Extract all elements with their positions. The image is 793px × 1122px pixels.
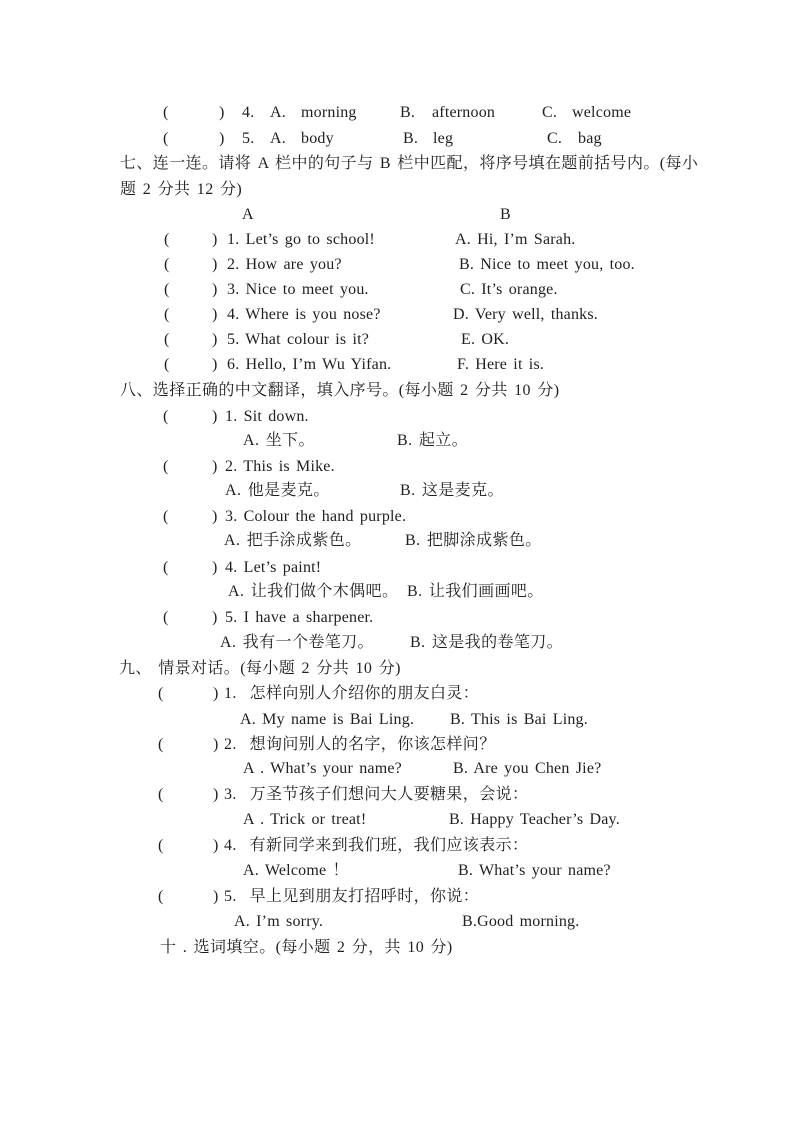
answer-bracket-close: ) <box>213 736 219 753</box>
match-left-sentence: 1. Let’s go to school! <box>227 231 375 248</box>
option-a-text: A. 让我们做个木偶吧。 <box>228 583 399 600</box>
section-nine-title: 九、 情景对话。(每小题 2 分共 10 分) <box>119 660 401 677</box>
question-text: 3. 万圣节孩子们想问大人要糖果，会说： <box>224 786 529 803</box>
option-b-text: B. What’s your name? <box>458 862 611 879</box>
answer-bracket-close: ) <box>212 458 218 475</box>
answer-bracket-close: ) <box>212 231 218 248</box>
match-right-sentence: F. Here it is. <box>457 356 545 373</box>
option-word: bag <box>578 130 602 147</box>
answer-bracket-open: ( <box>164 281 170 298</box>
question-text: 5. I have a sharpener. <box>225 609 374 626</box>
option-b-text: B. 让我们画画吧。 <box>407 583 544 600</box>
answer-bracket-close: ) <box>213 888 219 905</box>
answer-bracket-close: ) <box>213 786 219 803</box>
answer-bracket-open: ( <box>163 130 169 147</box>
option-a-text: A. Welcome ！ <box>243 862 349 879</box>
option-a-text: A. 我有一个卷笔刀。 <box>220 634 374 651</box>
option-b-text: B. 把脚涂成紫色。 <box>405 532 542 549</box>
option-label: C. <box>542 104 558 121</box>
section-ten-title: 十 . 选词填空。(每小题 2 分，共 10 分) <box>160 939 453 956</box>
answer-bracket-open: ( <box>158 786 164 803</box>
question-text: 2. 想询问别人的名字，你该怎样问？ <box>224 736 496 753</box>
option-a-text: A. I’m sorry. <box>234 913 324 930</box>
answer-bracket-close: ) <box>213 685 219 702</box>
match-left-sentence: 6. Hello, I’m Wu Yifan. <box>227 356 392 373</box>
answer-bracket-close: ) <box>212 408 218 425</box>
answer-bracket-open: ( <box>158 685 164 702</box>
option-word: welcome <box>572 104 632 121</box>
answer-bracket-close: ) <box>219 130 225 147</box>
match-left-sentence: 4. Where is you nose? <box>227 306 381 323</box>
option-b-text: B. 这是麦克。 <box>400 482 504 499</box>
question-text: 4. 有新同学来到我们班，我们应该表示： <box>224 837 529 854</box>
option-b-text: B. This is Bai Ling. <box>450 711 588 728</box>
answer-bracket-close: ) <box>212 281 218 298</box>
option-label: B. <box>400 104 416 121</box>
match-right-sentence: A. Hi, I’m Sarah. <box>455 231 576 248</box>
answer-bracket-open: ( <box>158 736 164 753</box>
answer-bracket-open: ( <box>163 609 169 626</box>
option-label: C. <box>547 130 563 147</box>
answer-bracket-open: ( <box>163 458 169 475</box>
option-b-text: B.Good morning. <box>462 913 580 930</box>
answer-bracket-close: ) <box>212 508 218 525</box>
section-eight-title: 八、选择正确的中文翻译，填入序号。(每小题 2 分共 10 分) <box>120 382 560 399</box>
match-left-sentence: 3. Nice to meet you. <box>227 281 369 298</box>
question-text: 2. This is Mike. <box>225 458 335 475</box>
option-a-text: A. 坐下。 <box>243 432 315 449</box>
section-seven-title: 七、连一连。请将 A 栏中的句子与 B 栏中匹配，将序号填在题前括号内。(每小 <box>120 155 699 172</box>
answer-bracket-open: ( <box>164 331 170 348</box>
answer-bracket-open: ( <box>158 837 164 854</box>
section-seven-title-cont: 题 2 分共 12 分) <box>120 181 243 198</box>
option-word: body <box>301 130 334 147</box>
answer-bracket-open: ( <box>158 888 164 905</box>
option-label: A. <box>270 130 286 147</box>
answer-bracket-open: ( <box>163 559 169 576</box>
answer-bracket-close: ) <box>213 837 219 854</box>
question-text: 5. 早上见到朋友打招呼时，你说： <box>224 888 480 905</box>
answer-bracket-open: ( <box>164 356 170 373</box>
question-number: 5. <box>242 130 255 147</box>
match-right-sentence: D. Very well, thanks. <box>453 306 598 323</box>
answer-bracket-open: ( <box>164 306 170 323</box>
answer-bracket-close: ) <box>212 306 218 323</box>
match-right-sentence: B. Nice to meet you, too. <box>459 256 635 273</box>
answer-bracket-close: ) <box>212 256 218 273</box>
answer-bracket-open: ( <box>163 508 169 525</box>
option-b-text: B. Happy Teacher’s Day. <box>449 811 620 828</box>
answer-bracket-close: ) <box>212 331 218 348</box>
option-word: afternoon <box>432 104 496 121</box>
answer-bracket-open: ( <box>164 231 170 248</box>
option-a-text: A. 他是麦克。 <box>225 482 330 499</box>
option-a-text: A . Trick or treat! <box>243 811 367 828</box>
match-left-sentence: 2. How are you? <box>227 256 342 273</box>
match-right-sentence: E. OK. <box>461 331 510 348</box>
option-a-text: A . What’s your name? <box>243 760 402 777</box>
answer-bracket-close: ) <box>212 609 218 626</box>
column-b-header: B <box>500 206 511 223</box>
answer-bracket-close: ) <box>212 559 218 576</box>
answer-bracket-open: ( <box>163 408 169 425</box>
question-text: 1. Sit down. <box>225 408 309 425</box>
option-a-text: A. 把手涂成紫色。 <box>224 532 362 549</box>
option-a-text: A. My name is Bai Ling. <box>240 711 415 728</box>
answer-bracket-close: ) <box>212 356 218 373</box>
match-right-sentence: C. It’s orange. <box>460 281 558 298</box>
answer-bracket-open: ( <box>163 104 169 121</box>
option-word: morning <box>301 104 357 121</box>
column-a-header: A <box>242 206 254 223</box>
answer-bracket-close: ) <box>219 104 225 121</box>
question-text: 4. Let’s paint! <box>225 559 322 576</box>
match-left-sentence: 5. What colour is it? <box>227 331 370 348</box>
question-text: 1. 怎样向别人介绍你的朋友白灵： <box>224 685 480 702</box>
option-b-text: B. 起立。 <box>397 432 469 449</box>
option-label: A. <box>270 104 286 121</box>
option-b-text: B. Are you Chen Jie? <box>453 760 602 777</box>
option-word: leg <box>433 130 454 147</box>
option-b-text: B. 这是我的卷笔刀。 <box>410 634 564 651</box>
option-label: B. <box>403 130 419 147</box>
question-text: 3. Colour the hand purple. <box>225 508 407 525</box>
answer-bracket-open: ( <box>164 256 170 273</box>
question-number: 4. <box>242 104 255 121</box>
